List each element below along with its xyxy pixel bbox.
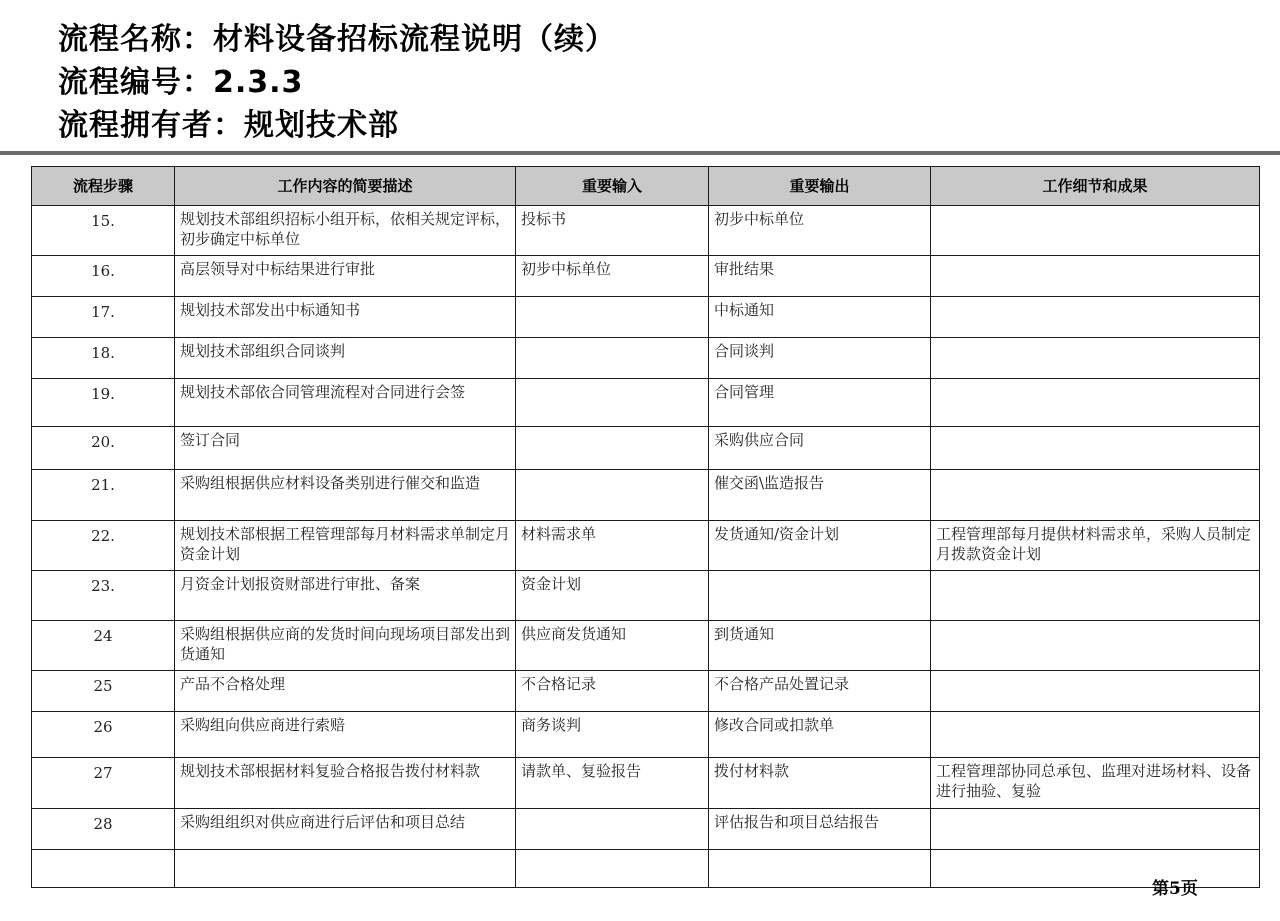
table-row — [32, 571, 1260, 621]
detail-cell — [931, 809, 1260, 850]
description-cell: 采购组根据供应商的发货时间向现场项目部发出到货通知 — [175, 621, 516, 671]
output-cell — [709, 571, 931, 621]
table-row — [32, 297, 1260, 338]
detail-cell — [931, 338, 1260, 379]
process-owner: 流程拥有者：规划技术部 — [58, 108, 399, 143]
output-cell: 中标通知 — [709, 297, 931, 338]
table-row — [32, 256, 1260, 297]
detail-cell — [931, 712, 1260, 758]
table-row — [32, 470, 1260, 521]
step-cell — [32, 850, 175, 888]
column-header-step: 流程步骤 — [32, 167, 175, 206]
input-cell — [516, 297, 709, 338]
input-cell — [516, 470, 709, 521]
input-cell: 不合格记录 — [516, 671, 709, 712]
detail-cell — [931, 621, 1260, 671]
description-cell: 采购组根据供应材料设备类别进行催交和监造 — [175, 470, 516, 521]
table-row — [32, 621, 1260, 671]
step-cell: 25 — [32, 671, 175, 712]
input-cell — [516, 379, 709, 427]
detail-cell — [931, 379, 1260, 427]
table-row — [32, 758, 1260, 809]
step-cell: 24 — [32, 621, 175, 671]
table-row — [32, 338, 1260, 379]
step-cell: 20. — [32, 427, 175, 470]
step-cell: 18. — [32, 338, 175, 379]
process-name: 流程名称：材料设备招标流程说明（续） — [58, 22, 616, 57]
description-cell: 月资金计划报资财部进行审批、备案 — [175, 571, 516, 621]
detail-cell — [931, 571, 1260, 621]
description-cell: 采购组组织对供应商进行后评估和项目总结 — [175, 809, 516, 850]
detail-cell: 工程管理部协同总承包、监理对进场材料、设备进行抽验、复验 — [931, 758, 1260, 809]
output-cell: 发货通知/资金计划 — [709, 521, 931, 571]
step-cell: 15. — [32, 206, 175, 256]
description-cell: 采购组向供应商进行索赔 — [175, 712, 516, 758]
step-cell: 17. — [32, 297, 175, 338]
table-row — [32, 427, 1260, 470]
detail-cell — [931, 671, 1260, 712]
input-cell — [516, 338, 709, 379]
input-cell: 请款单、复验报告 — [516, 758, 709, 809]
output-cell: 合同管理 — [709, 379, 931, 427]
table-row — [32, 671, 1260, 712]
detail-cell — [931, 256, 1260, 297]
step-cell: 27 — [32, 758, 175, 809]
column-header-description: 工作内容的简要描述 — [175, 167, 516, 206]
input-cell: 初步中标单位 — [516, 256, 709, 297]
description-cell: 规划技术部发出中标通知书 — [175, 297, 516, 338]
output-cell: 合同谈判 — [709, 338, 931, 379]
detail-cell — [931, 297, 1260, 338]
output-cell — [709, 850, 931, 888]
output-cell: 不合格产品处置记录 — [709, 671, 931, 712]
table-row — [32, 850, 1260, 888]
description-cell: 规划技术部组织合同谈判 — [175, 338, 516, 379]
description-cell: 规划技术部根据工程管理部每月材料需求单制定月资金计划 — [175, 521, 516, 571]
step-cell: 21. — [32, 470, 175, 521]
output-cell: 催交函\监造报告 — [709, 470, 931, 521]
column-header-output: 重要输出 — [709, 167, 931, 206]
table-row — [32, 712, 1260, 758]
detail-cell — [931, 850, 1260, 888]
table-header-row — [32, 167, 1260, 206]
step-cell: 16. — [32, 256, 175, 297]
output-cell: 初步中标单位 — [709, 206, 931, 256]
input-cell: 投标书 — [516, 206, 709, 256]
output-cell: 拨付材料款 — [709, 758, 931, 809]
header-divider — [0, 151, 1280, 155]
page-number: 第5页 — [1152, 879, 1198, 899]
table-row — [32, 521, 1260, 571]
output-cell: 采购供应合同 — [709, 427, 931, 470]
description-cell — [175, 850, 516, 888]
detail-cell — [931, 427, 1260, 470]
description-cell: 规划技术部依合同管理流程对合同进行会签 — [175, 379, 516, 427]
step-cell: 28 — [32, 809, 175, 850]
step-cell: 23. — [32, 571, 175, 621]
document-header — [58, 18, 616, 147]
step-cell: 19. — [32, 379, 175, 427]
output-cell: 评估报告和项目总结报告 — [709, 809, 931, 850]
description-cell: 签订合同 — [175, 427, 516, 470]
detail-cell: 工程管理部每月提供材料需求单，采购人员制定月拨款资金计划 — [931, 521, 1260, 571]
column-header-input: 重要输入 — [516, 167, 709, 206]
detail-cell — [931, 470, 1260, 521]
input-cell: 商务谈判 — [516, 712, 709, 758]
step-cell: 26 — [32, 712, 175, 758]
output-cell: 到货通知 — [709, 621, 931, 671]
column-header-detail: 工作细节和成果 — [931, 167, 1260, 206]
input-cell — [516, 809, 709, 850]
input-cell: 材料需求单 — [516, 521, 709, 571]
input-cell — [516, 427, 709, 470]
table-row — [32, 809, 1260, 850]
step-cell: 22. — [32, 521, 175, 571]
description-cell: 产品不合格处理 — [175, 671, 516, 712]
process-table — [31, 166, 1260, 888]
input-cell: 资金计划 — [516, 571, 709, 621]
output-cell: 修改合同或扣款单 — [709, 712, 931, 758]
description-cell: 规划技术部组织招标小组开标，依相关规定评标，初步确定中标单位 — [175, 206, 516, 256]
description-cell: 高层领导对中标结果进行审批 — [175, 256, 516, 297]
table-row — [32, 206, 1260, 256]
description-cell: 规划技术部根据材料复验合格报告拨付材料款 — [175, 758, 516, 809]
input-cell — [516, 850, 709, 888]
input-cell: 供应商发货通知 — [516, 621, 709, 671]
process-number: 流程编号：2.3.3 — [58, 65, 304, 100]
detail-cell — [931, 206, 1260, 256]
table-row — [32, 379, 1260, 427]
output-cell: 审批结果 — [709, 256, 931, 297]
